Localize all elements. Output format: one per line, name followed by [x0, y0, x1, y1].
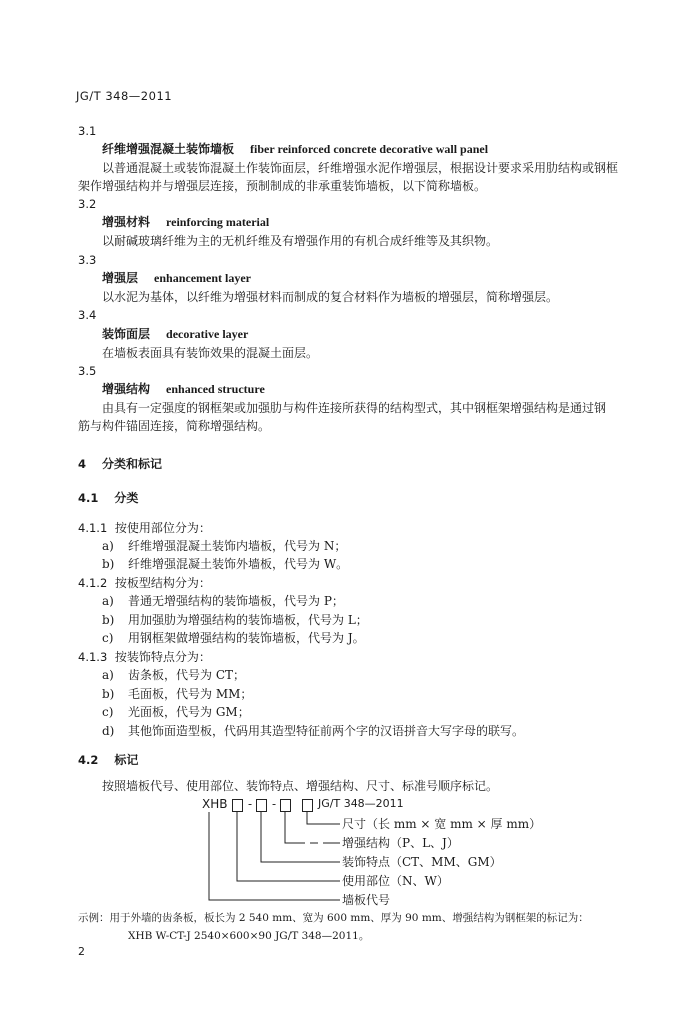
term-cn: 纤维增强混凝土装饰墙板 — [102, 142, 235, 156]
clause-number: 4.1.2 — [78, 576, 108, 590]
chapter-number: 4 — [78, 457, 87, 471]
term-cn: 增强材料 — [102, 215, 151, 229]
term-cn: 增强结构 — [102, 382, 151, 396]
clause-number: 4.2 — [78, 753, 99, 767]
clause-title: 按装饰特点分为： — [114, 650, 211, 664]
code-separator: - — [272, 797, 277, 811]
term-en: fiber reinforced concrete decorative wall panel — [250, 142, 489, 156]
clause-number-3-5: 3.5 — [78, 364, 97, 378]
term-en: enhancement layer — [154, 271, 251, 285]
example-line2: XHB W-CT-J 2540×600×90 JG/T 348—2011。 — [128, 930, 370, 942]
clause-title: 分类 — [114, 491, 139, 505]
clause-number-3-2: 3.2 — [78, 197, 97, 211]
legend-usage: 使用部位（N、W） — [342, 874, 449, 888]
list-item: b) 毛面板，代号为 MM； — [102, 687, 253, 701]
code-standard: JG/T 348—2011 — [318, 797, 404, 810]
clause-number: 4.1 — [78, 491, 99, 505]
clause-title: 标记 — [114, 753, 139, 767]
list-item: c) 光面板，代号为 GM； — [102, 705, 250, 719]
definition-3-2-line1: 以耐碱玻璃纤维为主的无机纤维及有增强作用的有机合成纤维等及其织物。 — [102, 234, 499, 248]
term-en: enhanced structure — [166, 382, 265, 396]
list-item: a) 纤维增强混凝土装饰内墙板，代号为 N； — [102, 539, 347, 553]
list-item: a) 普通无增强结构的装饰墙板，代号为 P； — [102, 594, 344, 608]
definition-3-3-line1: 以水泥为基体，以纤维为增强材料而制成的复合材料作为墙板的增强层，简称增强层。 — [102, 290, 559, 304]
page-number: 2 — [78, 945, 85, 958]
legend-decoration: 装饰特点（CT、MM、GM） — [342, 855, 502, 869]
code-prefix: XHB — [202, 797, 228, 811]
marking-intro: 按照墙板代号、使用部位、装饰特点、增强结构、尺寸、标准号顺序标记。 — [102, 779, 499, 793]
running-header: JG/T 348—2011 — [76, 89, 173, 103]
definition-3-5-line1: 由具有一定强度的钢框架或加强肋与构件连接所获得的结构型式，其中钢框架增强结构是通过钢 — [102, 401, 607, 415]
chapter-title: 分类和标记 — [102, 457, 163, 471]
clause-number: 4.1.3 — [78, 650, 108, 664]
clause-number-3-4: 3.4 — [78, 308, 97, 322]
legend-prefix: 墙板代号 — [342, 893, 391, 907]
clause-number-3-1: 3.1 — [78, 124, 97, 138]
term-cn: 装饰面层 — [102, 327, 151, 341]
clause-number: 4.1.1 — [78, 521, 108, 535]
clause-number-3-3: 3.3 — [78, 253, 97, 267]
example-line1: 示例：用于外墙的齿条板，板长为 2 540 mm、宽为 600 mm、厚为 90 mm、增强结构为钢框架的标记为： — [78, 912, 589, 924]
clause-title: 按使用部位分为： — [114, 521, 211, 535]
term-en: decorative layer — [166, 327, 249, 341]
list-item: d) 其他饰面造型板，代码用其造型特征前两个字的汉语拼音大写字母的联写。 — [102, 724, 525, 738]
list-item: b) 纤维增强混凝土装饰外墙板，代号为 W。 — [102, 557, 349, 571]
definition-3-4-line1: 在墙板表面具有装饰效果的混凝土面层。 — [102, 346, 319, 360]
definition-3-5-line2: 筋与构件锚固连接，简称增强结构。 — [78, 419, 271, 433]
term-en: reinforcing material — [166, 215, 270, 229]
legend-structure: 增强结构（P、L、J） — [342, 836, 459, 850]
definition-3-1-line1: 以普通混凝土或装饰混凝土作装饰面层，纤维增强水泥作增强层，根据设计要求采用肋结构或钢框 — [102, 161, 619, 175]
legend-size: 尺寸（长 mm × 宽 mm × 厚 mm） — [342, 817, 542, 831]
list-item: b) 用加强肋为增强结构的装饰墙板，代号为 L； — [102, 613, 368, 627]
list-item: a) 齿条板，代号为 CT； — [102, 668, 246, 682]
clause-title: 按板型结构分为： — [114, 576, 211, 590]
definition-3-1-line2: 架作增强结构并与增强层连接，预制制成的非承重装饰墙板，以下简称墙板。 — [78, 179, 487, 193]
list-item: c) 用钢框架做增强结构的装饰墙板，代号为 J。 — [102, 631, 365, 645]
code-separator: - — [248, 797, 253, 811]
term-cn: 增强层 — [102, 271, 139, 285]
